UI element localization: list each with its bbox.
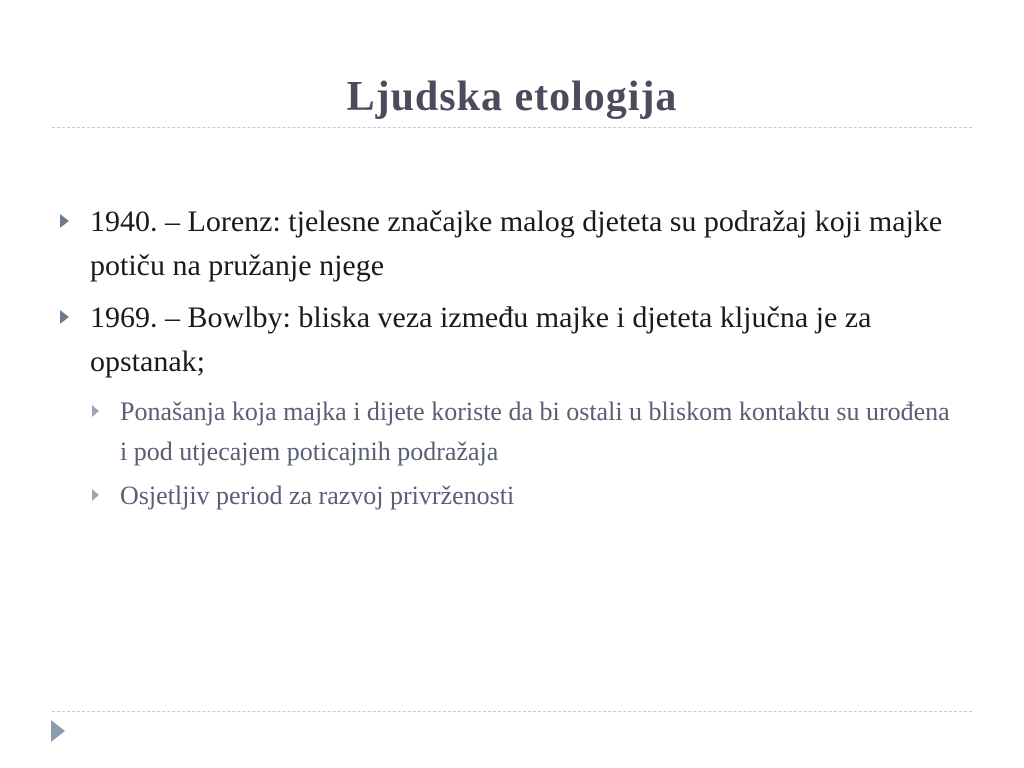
bullet-text: 1969. – Bowlby: bliska veza između majke i djeteta ključna je za opstanak; [90, 301, 872, 378]
slide-title: Ljudska etologija [346, 74, 678, 120]
triangle-right-icon [92, 489, 99, 501]
bullet-item [56, 200, 956, 288]
bullet-list [56, 200, 956, 520]
footer-divider [52, 711, 972, 712]
bullet-item [56, 296, 956, 384]
bullet-text: 1940. – Lorenz: tjelesne značajke malog djeteta su podražaj koji majke potiču na pružanje njege [90, 205, 943, 282]
sub-bullet-text: Ponašanja koja majka i dijete koriste da bi ostali u bliskom kontaktu su urođena i pod utjecajem poticajnih podražaja [120, 397, 950, 466]
title-divider [52, 127, 972, 128]
triangle-right-icon [60, 214, 69, 228]
footer-arrow-icon [51, 720, 65, 742]
triangle-right-icon [92, 405, 99, 417]
sub-bullet-text: Osjetljiv period za razvoj privrženosti [120, 481, 515, 510]
sub-bullet-list [56, 392, 956, 516]
sub-bullet-item [56, 476, 956, 516]
triangle-right-icon [60, 310, 69, 324]
sub-bullet-item [56, 392, 956, 472]
